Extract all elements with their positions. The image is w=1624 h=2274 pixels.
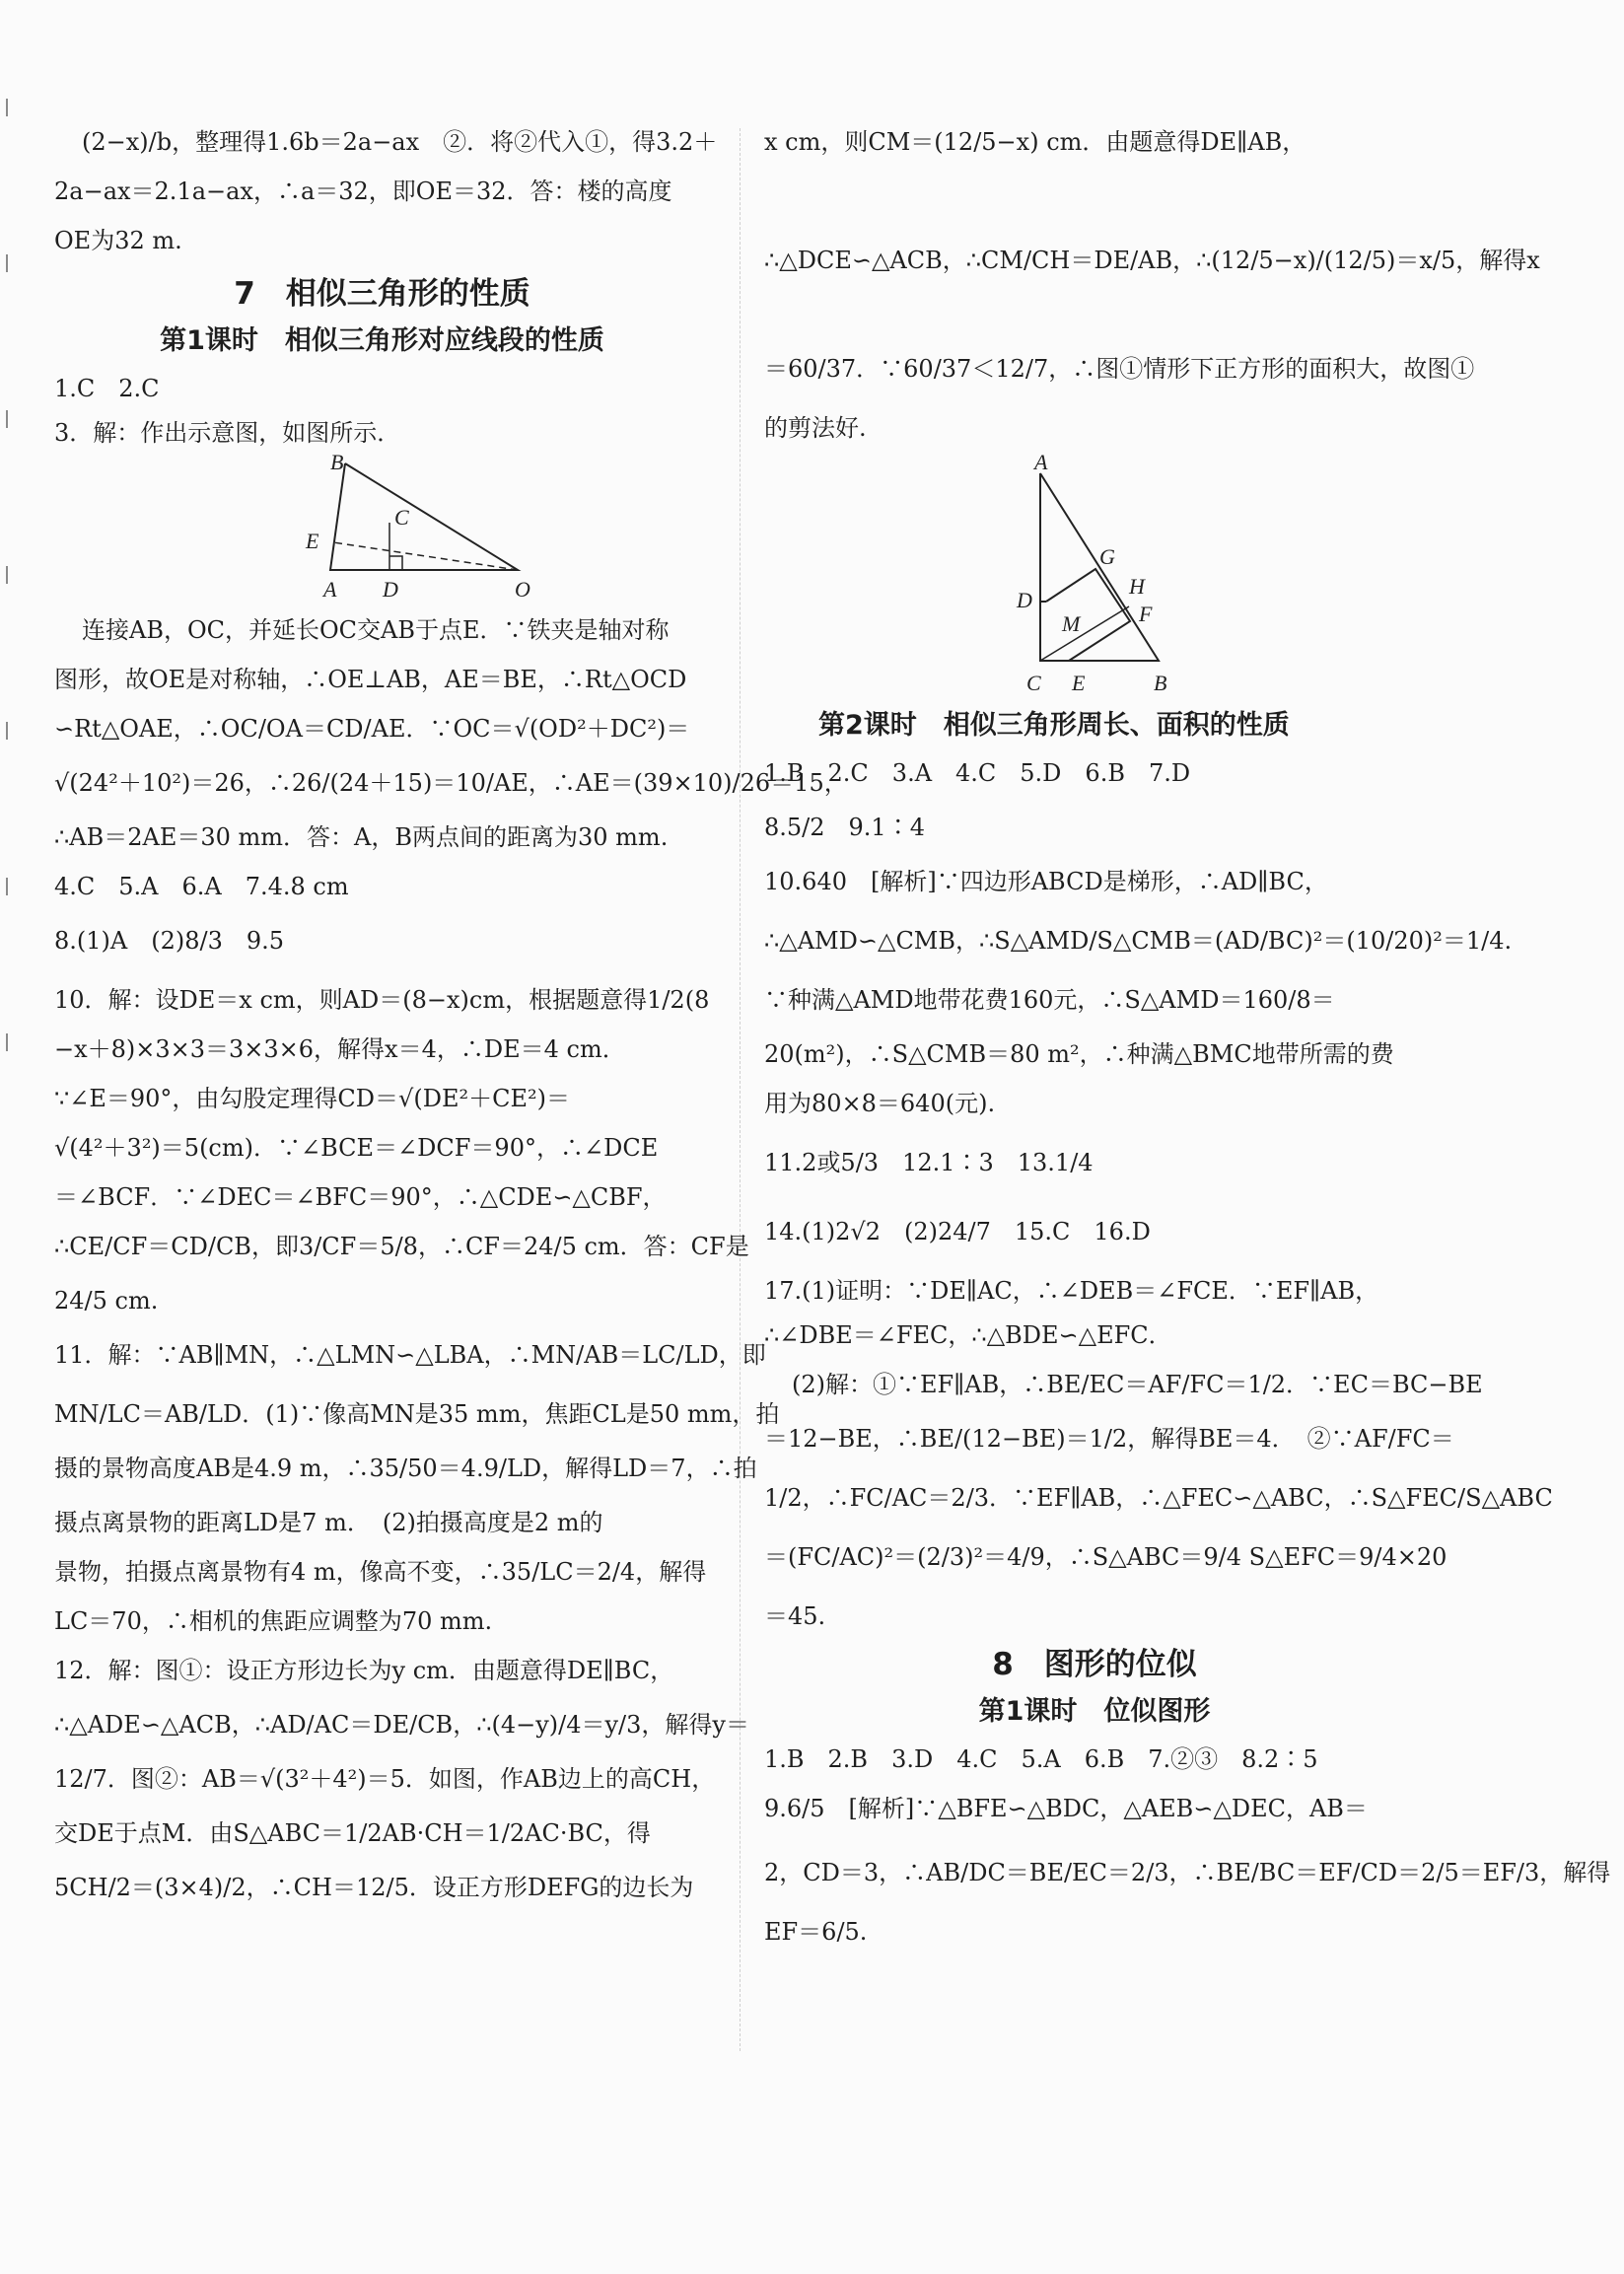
text-line: ∴△AMD∽△CMB，∴S△AMD/S△CMB＝(AD/BC)²＝(10/20)²＝1/4. — [764, 927, 1513, 955]
lesson-title: 第2课时 相似三角形周长、面积的性质 — [818, 710, 1290, 741]
figure-2-triangle — [991, 454, 1208, 705]
label-B: B — [330, 454, 344, 474]
text-line: ∴CE/CF＝CD/CB，即3/CF＝5/8，∴CF＝24/5 cm．答：CF是 — [54, 1233, 749, 1260]
text-line: 用为80×8＝640(元). — [764, 1090, 996, 1117]
label-F: F — [1139, 602, 1153, 626]
text-line: LC＝70，∴相机的焦距应调整为70 mm. — [54, 1607, 493, 1635]
text-line: 2，CD＝3，∴AB/DC＝BE/EC＝2/3，∴BE/BC＝EF/CD＝2/5＝EF/3，解得 — [764, 1859, 1611, 1886]
text-line: 24/5 cm. — [54, 1287, 159, 1315]
text-line: 12．解：图①：设正方形边长为y cm．由题意得DE∥BC， — [54, 1657, 674, 1684]
text-line: 11．解：∵AB∥MN，∴△LMN∽△LBA，∴MN/AB＝LC/LD，即 — [54, 1341, 766, 1369]
text-line: (2)解：①∵EF∥AB，∴BE/EC＝AF/FC＝1/2．∵EC＝BC−BE — [792, 1371, 1483, 1398]
text-line: √(24²＋10²)＝26，∴26/(24＋15)＝10/AE，∴AE＝(39×10)/26＝15， — [54, 769, 848, 797]
text-line: √(4²＋3²)＝5(cm)．∵∠BCE＝∠DCF＝90°，∴∠DCE — [54, 1134, 659, 1162]
text-line: x cm，则CM＝(12/5−x) cm．由题意得DE∥AB， — [764, 128, 1306, 156]
text-line: ∽Rt△OAE，∴OC/OA＝CD/AE．∵OC＝√(OD²＋DC²)＝ — [54, 715, 690, 743]
label-C: C — [1026, 671, 1041, 695]
label-A: A — [1034, 454, 1048, 474]
text-line: 摄的景物高度AB是4.9 m，∴35/50＝4.9/LD，解得LD＝7，∴拍 — [54, 1455, 757, 1482]
text-line: 10.640 [解析]∵四边形ABCD是梯形，∴AD∥BC， — [764, 868, 1328, 895]
text-line: ＝12−BE，∴BE/(12−BE)＝1/2，解得BE＝4． ②∵AF/FC＝ — [764, 1425, 1454, 1453]
answer-line: 3．解：作出示意图，如图所示． — [54, 419, 401, 447]
text-line: MN/LC＝AB/LD．(1)∵像高MN是35 mm，焦距CL是50 mm，拍 — [54, 1400, 780, 1428]
text-line: 17.(1)证明：∵DE∥AC，∴∠DEB＝∠FCE．∵EF∥AB， — [764, 1277, 1379, 1305]
text-line: 图形，故OE是对称轴，∴OE⊥AB，AE＝BE，∴Rt△OCD — [54, 666, 687, 693]
text-line: ＝∠BCF．∵∠DEC＝∠BFC＝90°，∴△CDE∽△CBF， — [54, 1183, 667, 1211]
label-H: H — [1129, 574, 1145, 599]
label-A: A — [323, 577, 337, 602]
answer-line: 1.B 2.B 3.D 4.C 5.A 6.B 7.②③ 8.2∶5 — [764, 1745, 1318, 1773]
text-line: 20(m²)，∴S△CMB＝80 m²，∴种满△BMC地带所需的费 — [764, 1040, 1394, 1068]
label-O: O — [515, 577, 530, 602]
text-line: ∴AB＝2AE＝30 mm．答：A，B两点间的距离为30 mm. — [54, 823, 669, 851]
text-line: 摄点离景物的距离LD是7 m． (2)拍摄高度是2 m的 — [54, 1509, 603, 1536]
label-M: M — [1062, 611, 1081, 636]
text-line: 连接AB，OC，并延长OC交AB于点E．∵铁夹是轴对称 — [82, 616, 670, 644]
text-line: 的剪法好. — [764, 414, 867, 442]
answer-line: 14.(1)2√2 (2)24/7 15.C 16.D — [764, 1218, 1151, 1245]
text-line: ∵∠E＝90°，由勾股定理得CD＝√(DE²＋CE²)＝ — [54, 1085, 570, 1112]
text-line: ∴△ADE∽△ACB，∴AD/AC＝DE/CB，∴(4−y)/4＝y/3，解得y＝ — [54, 1711, 749, 1739]
text-line: ∴△DCE∽△ACB，∴CM/CH＝DE/AB，∴(12/5−x)/(12/5)＝x/5，解得x — [764, 247, 1540, 274]
text-line: ∴∠DBE＝∠FEC，∴△BDE∽△EFC． — [764, 1321, 1172, 1349]
section-title: 8 图形的位似 — [992, 1647, 1197, 1682]
answer-line: 8.(1)A (2)8/3 9.5 — [54, 927, 285, 955]
text-line: 5CH/2＝(3×4)/2，∴CH＝12/5．设正方形DEFG的边长为 — [54, 1874, 694, 1901]
answer-line: 1.B 2.C 3.A 4.C 5.D 6.B 7.D — [764, 759, 1191, 787]
binding-marks — [0, 99, 14, 1085]
label-E: E — [306, 529, 319, 553]
text-line: OE为32 m. — [54, 227, 182, 254]
text-line: 12/7．图②：AB＝√(3²＋4²)＝5．如图，作AB边上的高CH， — [54, 1765, 716, 1793]
answer-line: 11.2或5/3 12.1∶3 13.1/4 — [764, 1149, 1094, 1176]
section-title: 7 相似三角形的性质 — [234, 276, 530, 312]
lesson-title: 第1课时 位似图形 — [978, 1696, 1211, 1727]
column-divider — [740, 128, 741, 2051]
text-line: 9.6/5 [解析]∵△BFE∽△BDC，△AEB∽△DEC，AB＝ — [764, 1795, 1368, 1822]
lesson-title: 第1课时 相似三角形对应线段的性质 — [160, 325, 604, 356]
label-C: C — [394, 505, 409, 530]
text-line: 景物，拍摄点离景物有4 m，像高不变，∴35/LC＝2/4，解得 — [54, 1558, 707, 1586]
figure-1-triangle — [286, 454, 582, 602]
text-line: ∵种满△AMD地带花费160元，∴S△AMD＝160/8＝ — [764, 986, 1335, 1014]
answer-line: 1.C 2.C — [54, 375, 160, 402]
text-line: −x＋8)×3×3＝3×3×6，解得x＝4，∴DE＝4 cm． — [54, 1035, 626, 1063]
label-E: E — [1072, 671, 1086, 695]
text-line: 2a−ax＝2.1a−ax，∴a＝32，即OE＝32．答：楼的高度 — [54, 178, 672, 205]
text-line: 交DE于点M．由S△ABC＝1/2AB·CH＝1/2AC·BC，得 — [54, 1819, 651, 1847]
text-line: 10．解：设DE＝x cm，则AD＝(8−x)cm，根据题意得1/2(8 — [54, 986, 710, 1014]
label-G: G — [1099, 544, 1115, 569]
text-line: ＝60/37．∵60/37＜12/7，∴图①情形下正方形的面积大，故图① — [764, 355, 1475, 383]
answer-line: 8.5/2 9.1∶4 — [764, 814, 925, 841]
text-line: ＝45. — [764, 1602, 826, 1630]
text-line: ＝(FC/AC)²＝(2/3)²＝4/9，∴S△ABC＝9/4 S△EFC＝9/4×20 — [764, 1543, 1447, 1571]
text-line: 1/2，∴FC/AC＝2/3．∵EF∥AB，∴△FEC∽△ABC，∴S△FEC/S△ABC — [764, 1484, 1553, 1512]
answer-line: 4.C 5.A 6.A 7.4.8 cm — [54, 873, 349, 900]
text-line: EF＝6/5. — [764, 1918, 868, 1946]
text-line: (2−x)/b，整理得1.6b＝2a−ax ②．将②代入①，得3.2＋ — [82, 128, 718, 156]
label-D: D — [1017, 588, 1032, 612]
label-B: B — [1154, 671, 1167, 695]
label-D: D — [383, 577, 398, 602]
